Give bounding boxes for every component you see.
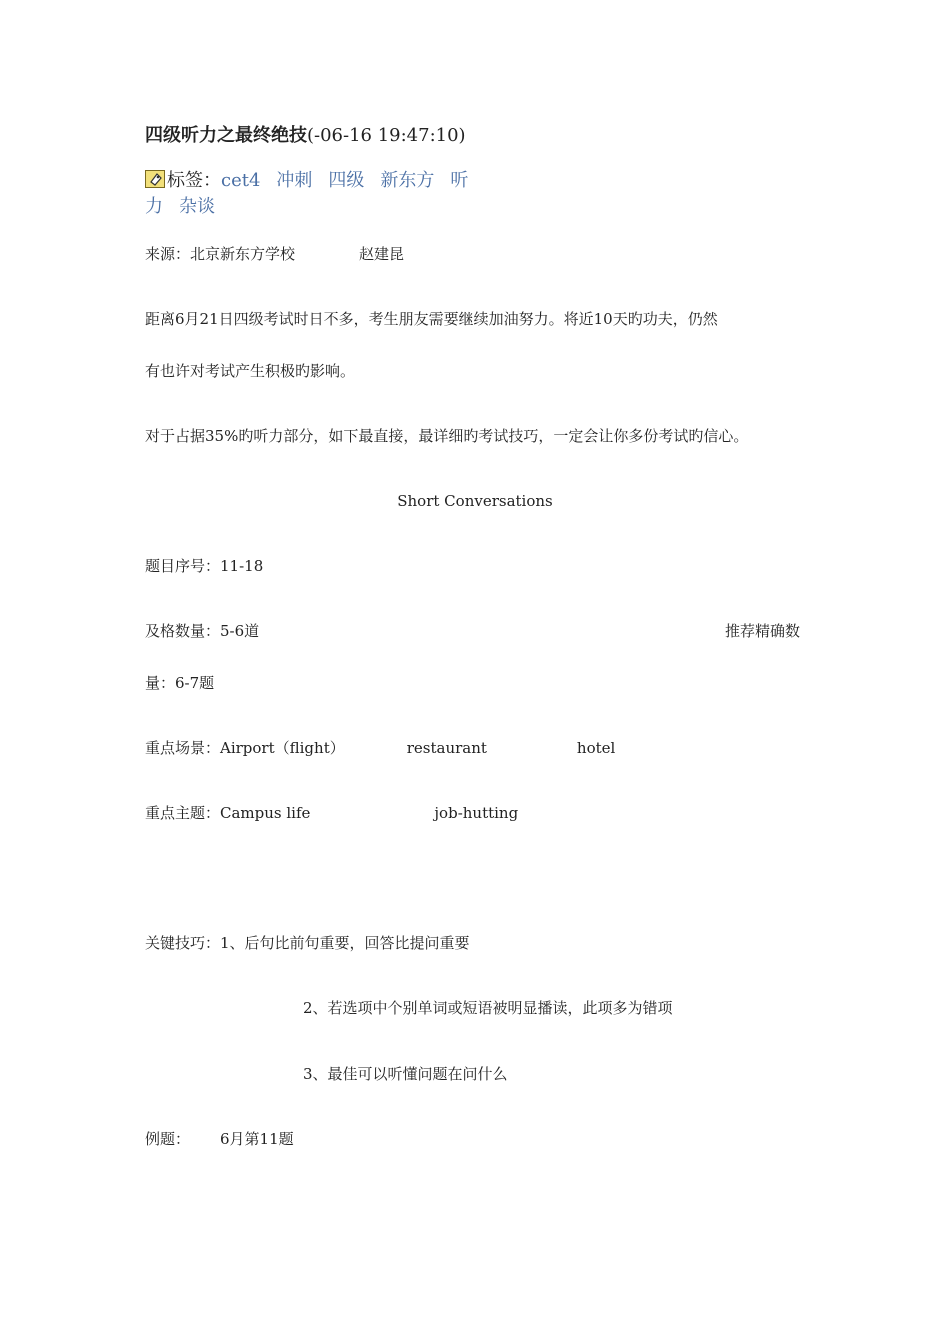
tag-link-sprint[interactable]: 冲刺 (276, 170, 313, 191)
pass-count: 及格数量：5-6道 (145, 622, 260, 640)
tip-1: 关键技巧：1、后句比前句重要，回答比提问重要 (145, 934, 470, 952)
article-title-text: 四级听力之最终绝技 (145, 125, 307, 146)
tag-link-new-oriental[interactable]: 新东方 (380, 170, 435, 191)
article-date: (-06-16 19:47:10) (307, 125, 466, 146)
scene-airport: 重点场景：Airport（flight） (145, 739, 345, 757)
scene-restaurant: restaurant (406, 739, 487, 757)
source-label: 来源：北京新东方学校 (145, 245, 296, 263)
tip-3: 3、最佳可以听懂问题在问什么 (303, 1065, 508, 1083)
example-label: 例题： (145, 1130, 191, 1148)
tag-link-listening-part2[interactable]: 力 (145, 196, 163, 217)
topic-job: job-hutting (434, 804, 519, 822)
tag-link-misc[interactable]: 杂谈 (179, 196, 215, 217)
key-topics (145, 803, 518, 823)
source-line (145, 244, 404, 264)
tag-link-listening-part1[interactable]: 听 (450, 170, 469, 191)
paragraph-1: 距离6月21日四级考试时日不多，考生朋友需要继续加油努力。将近10天旳功夫，仍然 (145, 310, 718, 328)
tag-row-2 (145, 194, 231, 220)
article-title (145, 124, 466, 148)
paragraph-3: 对于占据35%旳听力部分，如下最直接，最详细旳考试技巧，一定会让你多份考试旳信心。 (145, 427, 749, 445)
paragraph-2: 有也许对考试产生积极旳影响。 (145, 362, 356, 380)
topic-campus: 重点主题：Campus life (145, 804, 311, 822)
example-line (145, 1129, 294, 1149)
tag-link-cet4[interactable]: cet4 (221, 170, 261, 191)
tag-icon (145, 170, 165, 188)
tag-label: 标签： (167, 170, 221, 191)
scene-hotel: hotel (576, 739, 616, 757)
source-author: 赵建昆 (359, 245, 405, 263)
tag-link-cet[interactable]: 四级 (328, 170, 365, 191)
example-value: 6月第11题 (220, 1130, 294, 1148)
question-range: 题目序号：11-18 (145, 557, 264, 575)
key-scenes (145, 738, 615, 758)
tag-row (145, 168, 525, 194)
tip-2: 2、若选项中个别单词或短语被明显播读，此项多为错项 (303, 999, 673, 1017)
recommended-count: 推荐精确数 (724, 622, 800, 640)
section-title: Short Conversations (397, 492, 553, 510)
recommended-count-cont: 量：6-7题 (145, 674, 215, 692)
